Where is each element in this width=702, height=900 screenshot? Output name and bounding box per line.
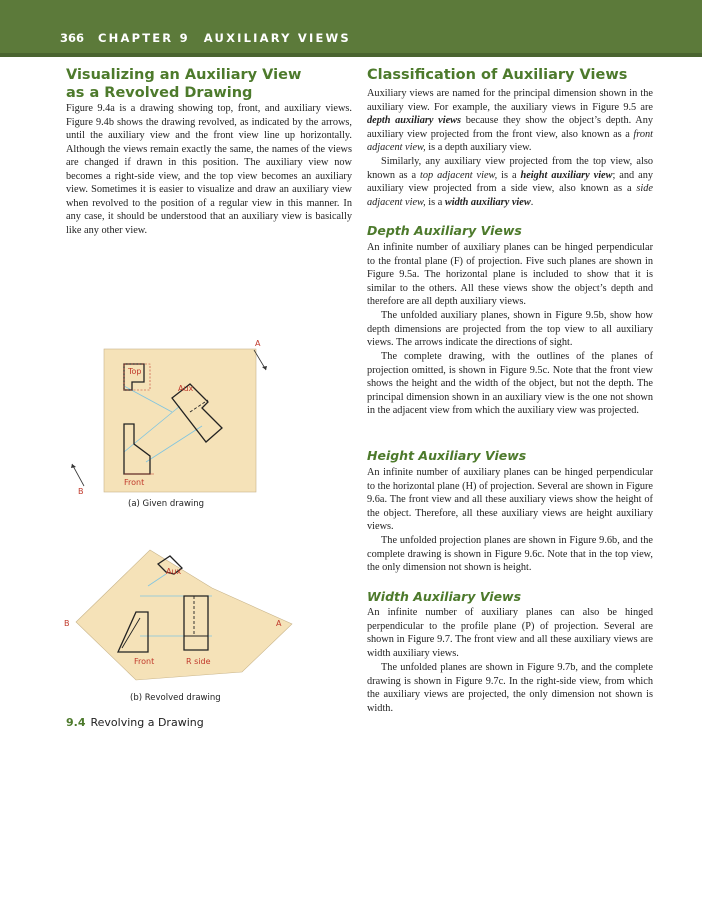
- term-front-adjacent: front adjacent view,: [367, 128, 653, 153]
- label-rside: R side: [186, 657, 211, 666]
- text-span: Similarly, any auxiliary view projected from the top view, also known as a: [367, 156, 653, 181]
- heading-width: Width Auxiliary Views: [367, 589, 522, 604]
- heading-visualizing: [66, 66, 356, 102]
- arrow-a-label: A: [255, 339, 261, 348]
- running-head: [60, 31, 351, 45]
- label-front: Front: [134, 657, 155, 666]
- section-title: Revolving a Drawing: [90, 716, 204, 729]
- caption-revolved-drawing: (b) Revolved drawing: [130, 693, 221, 703]
- label-aux: Aux: [166, 567, 182, 576]
- label-aux: Aux: [178, 384, 194, 393]
- figure-given-drawing: [62, 334, 282, 514]
- paragraph-height-1: An infinite number of auxiliary planes can be hinged perpendicular to the horizontal plane (H) of projection. Several are shown in Figure 9.6a. The front view and all these auxiliary views show the height of the object. Therefore, all these auxiliary views are height auxiliary views.: [367, 467, 653, 532]
- paragraph-similarly: [367, 155, 653, 209]
- arrow-a-head: [262, 366, 267, 370]
- arrow-b-label: B: [78, 487, 84, 496]
- paragraph-depth-2: The unfolded auxiliary planes, shown in Figure 9.5b, show how depth dimensions are projected from the top view to all auxiliary views. The arrows indicate the directions of sight.: [367, 310, 653, 348]
- text-span: because they show the object’s depth. Any auxiliary view projected from the front view, also known as a: [367, 115, 654, 140]
- label-a: A: [276, 619, 282, 628]
- text-span: ; and any auxiliary view projected from a side view, also known as a: [367, 169, 653, 194]
- caption-given-drawing: (a) Given drawing: [128, 499, 205, 509]
- term-depth-auxiliary: depth auxiliary views: [367, 115, 462, 126]
- label-front: Front: [124, 478, 145, 487]
- text-span: is a: [497, 169, 521, 181]
- text-span: Auxiliary views are named for the principal dimension shown in the auxiliary view. For example, the auxiliary views in Figure 9.5 are: [367, 88, 653, 113]
- label-b: B: [64, 619, 70, 628]
- paragraph-revolved: Figure 9.4a is a drawing showing top, front, and auxiliary views. Figure 9.4b shows the drawing revolved, as indicated by the arrows, until the auxiliary view and the front view line up horizontally. Although the views remain exactly the same, the names of the views are changed if drawn in this position. The auxiliary view now becomes a right-side view, and the top view becomes an auxiliary view. Sometimes it is easier to visualize and draw an auxiliary view when revolved to the position of a regular view in this manner. In any case, it should be understood that an auxiliary view is basically like any other view.: [66, 103, 352, 236]
- term-top-adjacent: top adjacent view,: [420, 169, 498, 181]
- heading-line-2: as a Revolved Drawing: [66, 85, 253, 101]
- paragraph-classification: [367, 87, 653, 155]
- label-top: Top: [128, 367, 142, 376]
- text-span: is a: [425, 196, 445, 208]
- figure-revolved-drawing: [62, 540, 302, 690]
- paragraph-depth-1: An infinite number of auxiliary planes can be hinged perpendicular to the frontal plane (F) of projection. Five such planes are shown in Figure 9.5a. The horizontal plane is included to show that it is similar to the others. All these views show the object’s depth and therefore are all depth auxiliary views.: [367, 242, 653, 307]
- page-number: 366: [60, 31, 85, 45]
- chapter-label: CHAPTER 9: [98, 31, 190, 45]
- chapter-title: AUXILIARY VIEWS: [203, 31, 351, 45]
- term-side-adjacent: side adjacent view,: [367, 183, 653, 208]
- paragraph-height-2: The unfolded projection planes are shown in Figure 9.6b, and the complete drawing is shown in Figure 9.6c. Note that in the top view, the only dimension not shown is height.: [367, 535, 653, 573]
- term-height-auxiliary: height auxiliary view: [520, 169, 613, 181]
- given-drawing-plane: [104, 349, 256, 492]
- paragraph-width-1: An infinite number of auxiliary planes can also be hinged perpendicular to the profile plane (P) of projection. Several are shown in Figure 9.7. The front view and all these auxiliary views are width auxiliary views.: [367, 607, 653, 659]
- text-span: is a depth auxiliary view.: [425, 142, 532, 153]
- paragraph-width-2: The unfolded planes are shown in Figure 9.7b, and the complete drawing is shown in Figure 9.7c. In the right-side view, from which the auxiliary views are projected, the only dimension not shown is width.: [367, 662, 653, 714]
- section-number: 9.4: [66, 716, 86, 729]
- heading-line-1: Visualizing an Auxiliary View: [66, 67, 302, 83]
- header-rule: [0, 53, 702, 57]
- heading-depth: Depth Auxiliary Views: [367, 223, 522, 238]
- heading-height: Height Auxiliary Views: [367, 448, 527, 463]
- term-width-auxiliary: width auxiliary view: [444, 196, 531, 208]
- page-header: [0, 0, 702, 57]
- section-heading-revolving: [66, 716, 204, 729]
- paragraph-depth-3: The complete drawing, with the outlines of the planes of projection omitted, is shown in Figure 9.5c. Note that the front view shows the height and the width of the object, but not the depth. The principal dimension shown in an auxiliary view is the one not shown in the adjacent view from which the auxiliary view was projected.: [367, 351, 653, 416]
- text-span: .: [530, 196, 534, 208]
- arrow-b-head: [71, 464, 76, 468]
- heading-classification: Classification of Auxiliary Views: [367, 67, 628, 83]
